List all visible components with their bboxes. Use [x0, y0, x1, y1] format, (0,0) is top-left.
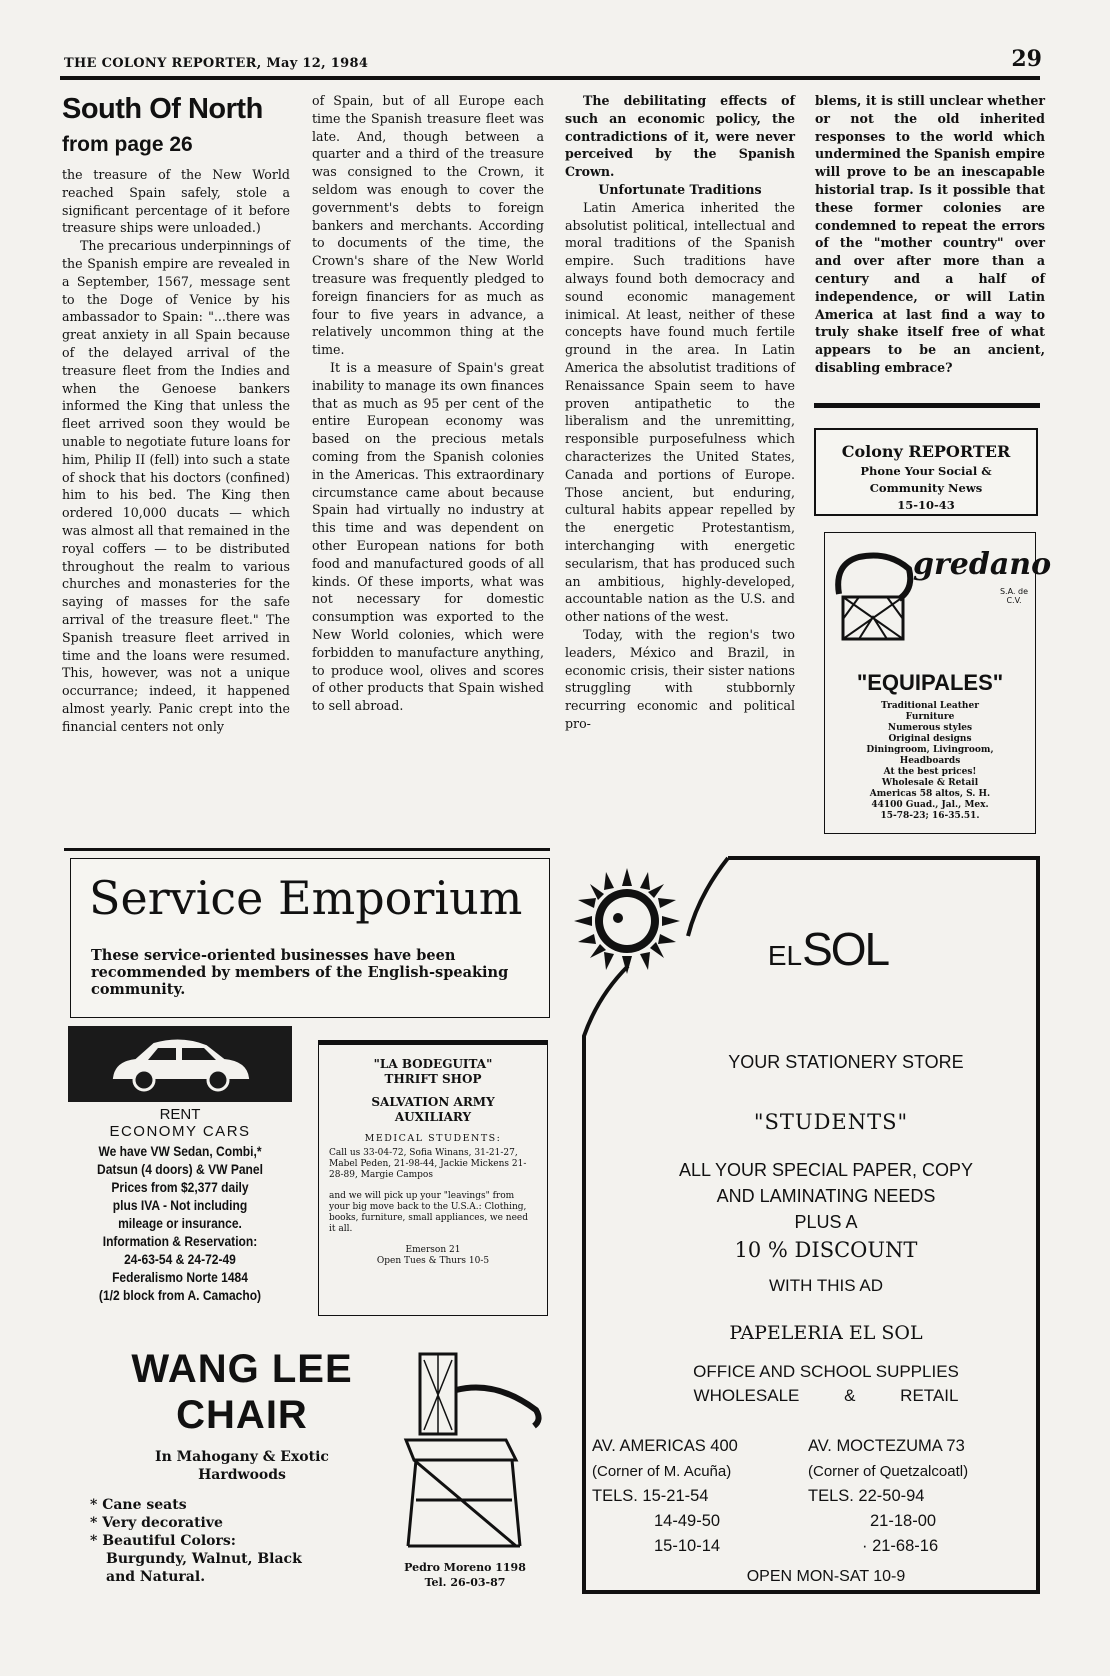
wang-lee-title-line: CHAIR [176, 1393, 308, 1437]
car-line: 24-63-54 & 24-72-49 [124, 1251, 236, 1267]
car-line: We have VW Sedan, Combi,* [98, 1143, 262, 1159]
chair-illustration-icon [386, 1350, 546, 1550]
publication-header: THE COLONY REPORTER, May 12, 1984 [64, 56, 369, 71]
equipales-line: 44100 Guad., Jal., Mex. [871, 800, 989, 810]
paragraph: the treasure of the New World reached Spain safely, stole a significant percentage of it before treasure ships were unloaded.) [62, 167, 290, 236]
car-details [68, 1142, 292, 1304]
article-column-1 [62, 92, 290, 736]
bodeguita-title: "LA BODEGUITA" [373, 1057, 493, 1071]
feature-text: Beautiful Colors: [102, 1533, 236, 1549]
service-emporium-box [70, 858, 550, 1018]
service-emporium-title: Service Emporium [89, 871, 523, 925]
wang-lee-ad [70, 1346, 548, 1646]
reporter-box [814, 428, 1038, 516]
wang-lee-contact [380, 1560, 550, 1590]
bodeguita-medical: MEDICAL STUDENTS: [364, 1133, 502, 1144]
equipales-line: Headboards [899, 756, 961, 766]
loc2-tel: TELS. 22-50-94 [808, 1487, 925, 1505]
el-sol-ad [578, 856, 1044, 1596]
bodeguita-call: Call us 33-04-72, Sofia Winans, 31-21-27, Mabel Peden, 21-98-44, Jackie Mickens 21-28-89, Margie Campos [329, 1148, 527, 1180]
el-sol-discount: 10 % DISCOUNT [734, 1238, 918, 1262]
feature-text: Very decorative [102, 1515, 223, 1531]
wang-lee-sub-line: Hardwoods [198, 1467, 286, 1483]
loc2-corner: (Corner of Quetzalcoatl) [808, 1463, 969, 1480]
car-line: plus IVA - Not including [112, 1197, 248, 1213]
wang-lee-sub-line: In Mahogany & Exotic [155, 1449, 329, 1465]
equipales-details [831, 701, 1029, 822]
car-line: Prices from $2,377 daily [111, 1179, 249, 1195]
feature-item: * Beautiful Colors: [90, 1533, 236, 1549]
loc1-tel: 14-49-50 [654, 1512, 721, 1530]
car-line: Federalismo Norte 1484 [112, 1269, 248, 1285]
feature-text: Cane seats [102, 1497, 187, 1513]
column-rule [814, 403, 1040, 408]
car-economy-label: ECONOMY CARS [109, 1123, 251, 1140]
el-sol-line1: ALL YOUR SPECIAL PAPER, COPY [678, 1160, 974, 1180]
equipales-line: Americas 58 altos, S. H. [869, 789, 991, 799]
feature-item: * Cane seats [90, 1497, 187, 1513]
car-banner [68, 1026, 292, 1102]
loc1-corner: (Corner of M. Acuña) [592, 1463, 732, 1480]
feature-item: * Very decorative [90, 1515, 223, 1531]
bodeguita-ad [318, 1040, 548, 1316]
reporter-line2: Community News [869, 481, 983, 495]
reporter-title: Colony REPORTER [841, 442, 1011, 461]
el-sol-logo-el: EL [767, 940, 803, 971]
article-column-2 [312, 92, 544, 715]
paragraph: blems, it is still unclear whether or not the old inherited responses to the world which undermined the Spanish empire will prove to be an inescapable historial trap. Is it possible that these former colonies are condemned to repeat the errors of the "mother country" over and over after more than a century and a half of independence, or will Latin America at last find a way to truly shake itself free of what appears to be an ancient, disabling embrace? [815, 93, 1045, 375]
equipales-title: "EQUIPALES" [856, 670, 1004, 695]
paragraph: The precarious underpinnings of the Spanish empire are revealed in a September, 1567, message sent to the Doge of Venice by his ambassador to Spain: "...there was great anxiety in all Spain because of the delayed arrival of the treasure fleet from the Indies and when the Genoese bankers informed the King that unless the fleet arrived soon they would be unable to negotiate future loans for him, Philip II (fell) into such a state of shock that his doctors (confined) him to his bed. The King then ordered 10,000 ducats — which was almost all that remained in the royal coffers — to be distributed throughout the realm to various churches and monasteries for the saying of masses for the safe arrival of the treasure fleet." The Spanish treasure fleet arrived in time and the loans were resumed. This, however, was not a unique occurrance; indeed, it happened almost yearly. Panic crept into the financial centers not only [62, 238, 290, 734]
feature-colors: and Natural. [106, 1569, 206, 1585]
car-rent-label: RENT [159, 1106, 201, 1123]
service-emporium-subtitle: These service-oriented businesses have been recommended by members of the English-speaking community. [91, 947, 509, 998]
loc1-tel: TELS. 15-21-54 [592, 1487, 709, 1505]
el-sol-logo [728, 922, 928, 976]
el-sol-tagline: YOUR STATIONERY STORE [728, 1052, 964, 1072]
article-headline: South Of North [62, 93, 263, 125]
bodeguita-org: SALVATION ARMY [371, 1095, 495, 1109]
el-sol-store-name: PAPELERIA EL SOL [729, 1322, 923, 1344]
el-sol-logo-sol: SOL [802, 923, 889, 975]
loc2-name: AV. MOCTEZUMA 73 [808, 1437, 965, 1455]
equipales-line: At the best prices! [883, 767, 977, 777]
paragraph: It is a measure of Spain's great inability to manage its own finances that as much as 95 per cent of the entire European economy was based on the precious metals coming from the Spanish colonies in the Americas. This extraordinary circumstance came about because Spain had virtually no industry at this time and was dependent on other European nations for both food and manufactured goods of all kinds. Of these imports, what was not necessary for domestic consumption was exported to the New World colonies, which were forbidden to manufacture anything, to produce wool, olives and scores of other products that Spain wished to sell abroad. [312, 359, 544, 714]
wang-lee-features [90, 1496, 302, 1586]
el-sol-line2: AND LAMINATING NEEDS [716, 1186, 936, 1206]
header-rule [60, 76, 1040, 80]
article-column-4 [815, 92, 1045, 377]
equipales-line: Diningroom, Livingroom, [866, 745, 994, 755]
equipales-line: Traditional Leather [881, 701, 979, 711]
paragraph: of Spain, but of all Europe each time the Spanish treasure fleet was late. And, though between a quarter and a third of the treasure was consigned to the Crown, it seldom was enough to cover the government's debts to foreign bankers and merchants. According to documents of the time, the Crown's share of the New World treasure was frequently pledged to foreign financiers for as much as four to five years in advance, a relatively uncommon thing at the time. [312, 93, 544, 358]
el-sol-location-2 [808, 1434, 1038, 1559]
el-sol-amp: & [844, 1386, 856, 1405]
sun-icon [572, 866, 682, 976]
el-sol-hours: OPEN MON-SAT 10-9 [746, 1568, 906, 1585]
car-rental-ad [68, 1026, 292, 1326]
el-sol-students: "STUDENTS" [753, 1110, 909, 1134]
equipales-line: Numerous styles [887, 723, 973, 733]
car-line: (1/2 block from A. Camacho) [98, 1287, 262, 1303]
loc2-tel: 21-18-00 [870, 1512, 937, 1530]
wang-lee-address: Pedro Moreno 1198 [404, 1561, 526, 1574]
car-line: Information & Reservation: [102, 1233, 258, 1249]
equipales-line: Furniture [905, 712, 955, 722]
car-icon [106, 1032, 256, 1096]
el-sol-retail: RETAIL [900, 1386, 959, 1405]
reporter-phone: 15-10-43 [897, 498, 955, 512]
el-sol-wholesale: WHOLESALE [693, 1386, 800, 1405]
el-sol-with-ad: WITH THIS AD [769, 1276, 883, 1295]
feature-colors: Burgundy, Walnut, Black [106, 1551, 302, 1567]
equipales-suffix: S.A. de C.V. [999, 587, 1029, 605]
reporter-line1: Phone Your Social & [860, 464, 992, 478]
section-rule [64, 848, 550, 851]
wang-lee-phone: Tel. 26-03-87 [424, 1576, 506, 1589]
paragraph: Latin America inherited the absolutist political, intellectual and moral traditions of the Spanish empire. Such traditions have always found both democracy and sound economic management inimical. At least, neither of these concepts have found much fertile ground in the area. In Latin America the absolutist traditions of Renaissance Spain seem to have proven antipathetic to the liberalism and the unremitting, responsible purposefulness which characterizes the United States, Canada and portions of Europe. Those ancient, but enduring, cultural habits appear repelled by the energetic Protestantism, interchanging with energetic secularism, that has produced such an ambitious, highly-developed, accountable nation as the U.S. and other nations of the west. [565, 199, 795, 625]
car-line: Datsun (4 doors) & VW Panel [97, 1161, 263, 1177]
paragraph: The debilitating effects of such an economic policy, the contradictions of it, were never perceived by the Spanish Crown. [565, 93, 795, 180]
equipales-brand: gredano [913, 547, 1052, 582]
bodeguita-org2: AUXILIARY [394, 1110, 472, 1124]
equipales-line: Original designs [888, 734, 972, 744]
page-number: 29 [1011, 46, 1042, 72]
bodeguita-subtitle: THRIFT SHOP [384, 1072, 482, 1086]
wang-lee-subtitle [92, 1448, 392, 1484]
equipales-line: 15-78-23; 16-35.51. [880, 811, 980, 821]
chair-logo-icon [829, 539, 919, 649]
equipales-line: Wholesale & Retail [881, 778, 979, 788]
wang-lee-title [92, 1346, 392, 1438]
el-sol-wholesale-row [608, 1386, 1044, 1406]
bodeguita-hours: Open Tues & Thurs 10-5 [376, 1256, 490, 1266]
el-sol-supplies: OFFICE AND SCHOOL SUPPLIES [693, 1362, 959, 1381]
bodeguita-pickup: and we will pick up your "leavings" from your big move back to the U.S.A.: Clothing, books, furniture, small appliances, we need it all. [329, 1191, 529, 1234]
article-column-3 [565, 92, 795, 733]
loc1-name: AV. AMERICAS 400 [592, 1437, 738, 1455]
loc1-tel: 15-10-14 [654, 1537, 721, 1555]
paragraph: Today, with the region's two leaders, México and Brazil, in economic crisis, their sister nations struggling with stubbornly recurring economic and political pro- [565, 626, 795, 731]
wang-lee-title-line: WANG LEE [131, 1347, 353, 1391]
continued-from: from page 26 [62, 133, 193, 156]
equipales-ad [824, 532, 1052, 834]
loc2-tel: · 21-68-16 [862, 1537, 939, 1555]
car-line: mileage or insurance. [118, 1215, 242, 1231]
el-sol-line3: PLUS A [794, 1212, 858, 1232]
section-heading: Unfortunate Traditions [598, 181, 762, 197]
bodeguita-address: Emerson 21 [405, 1245, 461, 1255]
el-sol-location-1 [592, 1434, 792, 1559]
